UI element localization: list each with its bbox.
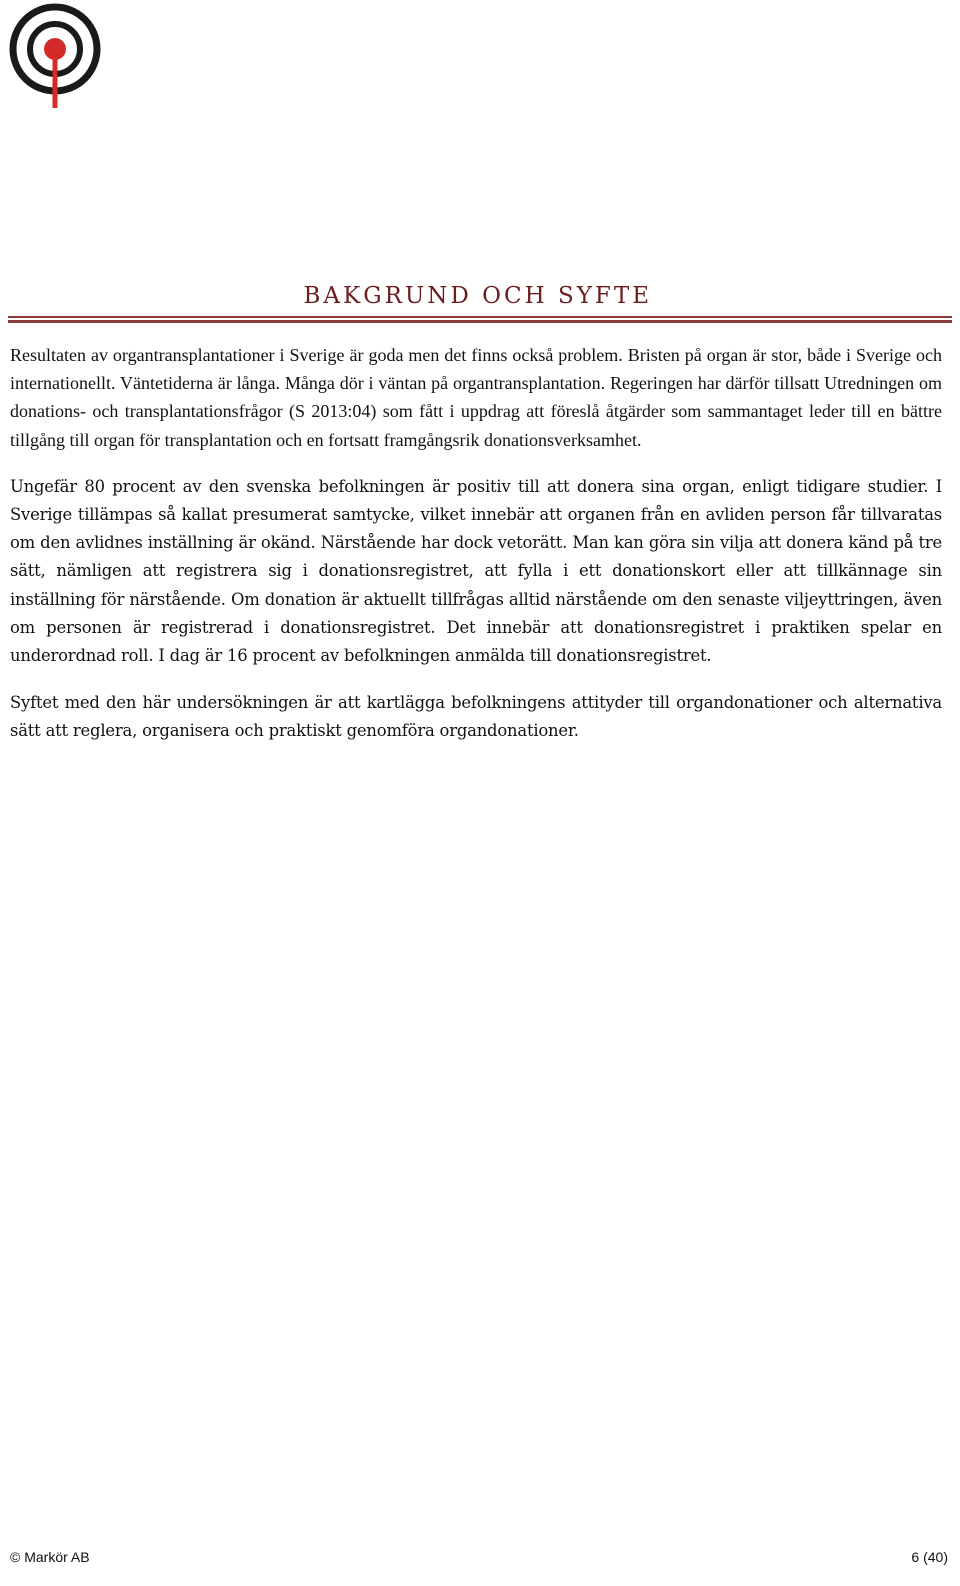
paragraph-purpose: Syftet med den här undersökningen är att kartlägga befolkningens attityder till organdonationer och alternativa sätt att reglera, organisera och praktiskt genomföra organdonationer.	[10, 693, 942, 741]
footer-copyright: © Markör AB	[10, 1549, 90, 1565]
target-logo-icon	[8, 2, 104, 112]
section-heading: BAKGRUND OCH SYFTE	[303, 283, 652, 309]
footer-page-number: 6 (40)	[911, 1549, 948, 1565]
paragraph-background: Resultaten av organtransplantationer i Sverige är goda men det finns också problem. Bristen på organ är stor, både i Sverige och internationellt. Väntetiderna är långa. Många dör i väntan på organtransplantation. Regeringen har därför tillsatt Utredningen om donations- och transplantationsfrågor (S 2013:04) som fått i uppdrag att föreslå åtgärder som sammantaget leder till en bättre tillgång till organ för transplantation och en fortsatt framgångsrik donationsverksamhet.	[10, 345, 942, 450]
heading-divider-thin	[8, 316, 952, 318]
paragraph-attitudes: Ungefär 80 procent av den svenska befolkningen är positiv till att donera sina organ, enligt tidigare studier. I Sverige tillämpas så kallat presumerat samtycke, vilket innebär att organen från en avliden person får tillvaratas om den avlidnes inställning är okänd. Närstående har dock vetorätt. Man kan göra sin vilja att donera känd på tre sätt, nämligen att registrera sig i donationsregistret, att fylla i ett donationskort eller att tillkännage sin inställning för närstående. Om donation är aktuellt tillfrågas alltid närstående om den senaste viljeyttringen, även om personen är registrerad i donationsregistret. Det innebär att donationsregistret i praktiken spelar en underordnad roll. I dag är 16 procent av befolkningen anmälda till donationsregistret.	[10, 476, 942, 666]
heading-divider-thick	[8, 320, 952, 323]
body-text	[10, 341, 942, 746]
